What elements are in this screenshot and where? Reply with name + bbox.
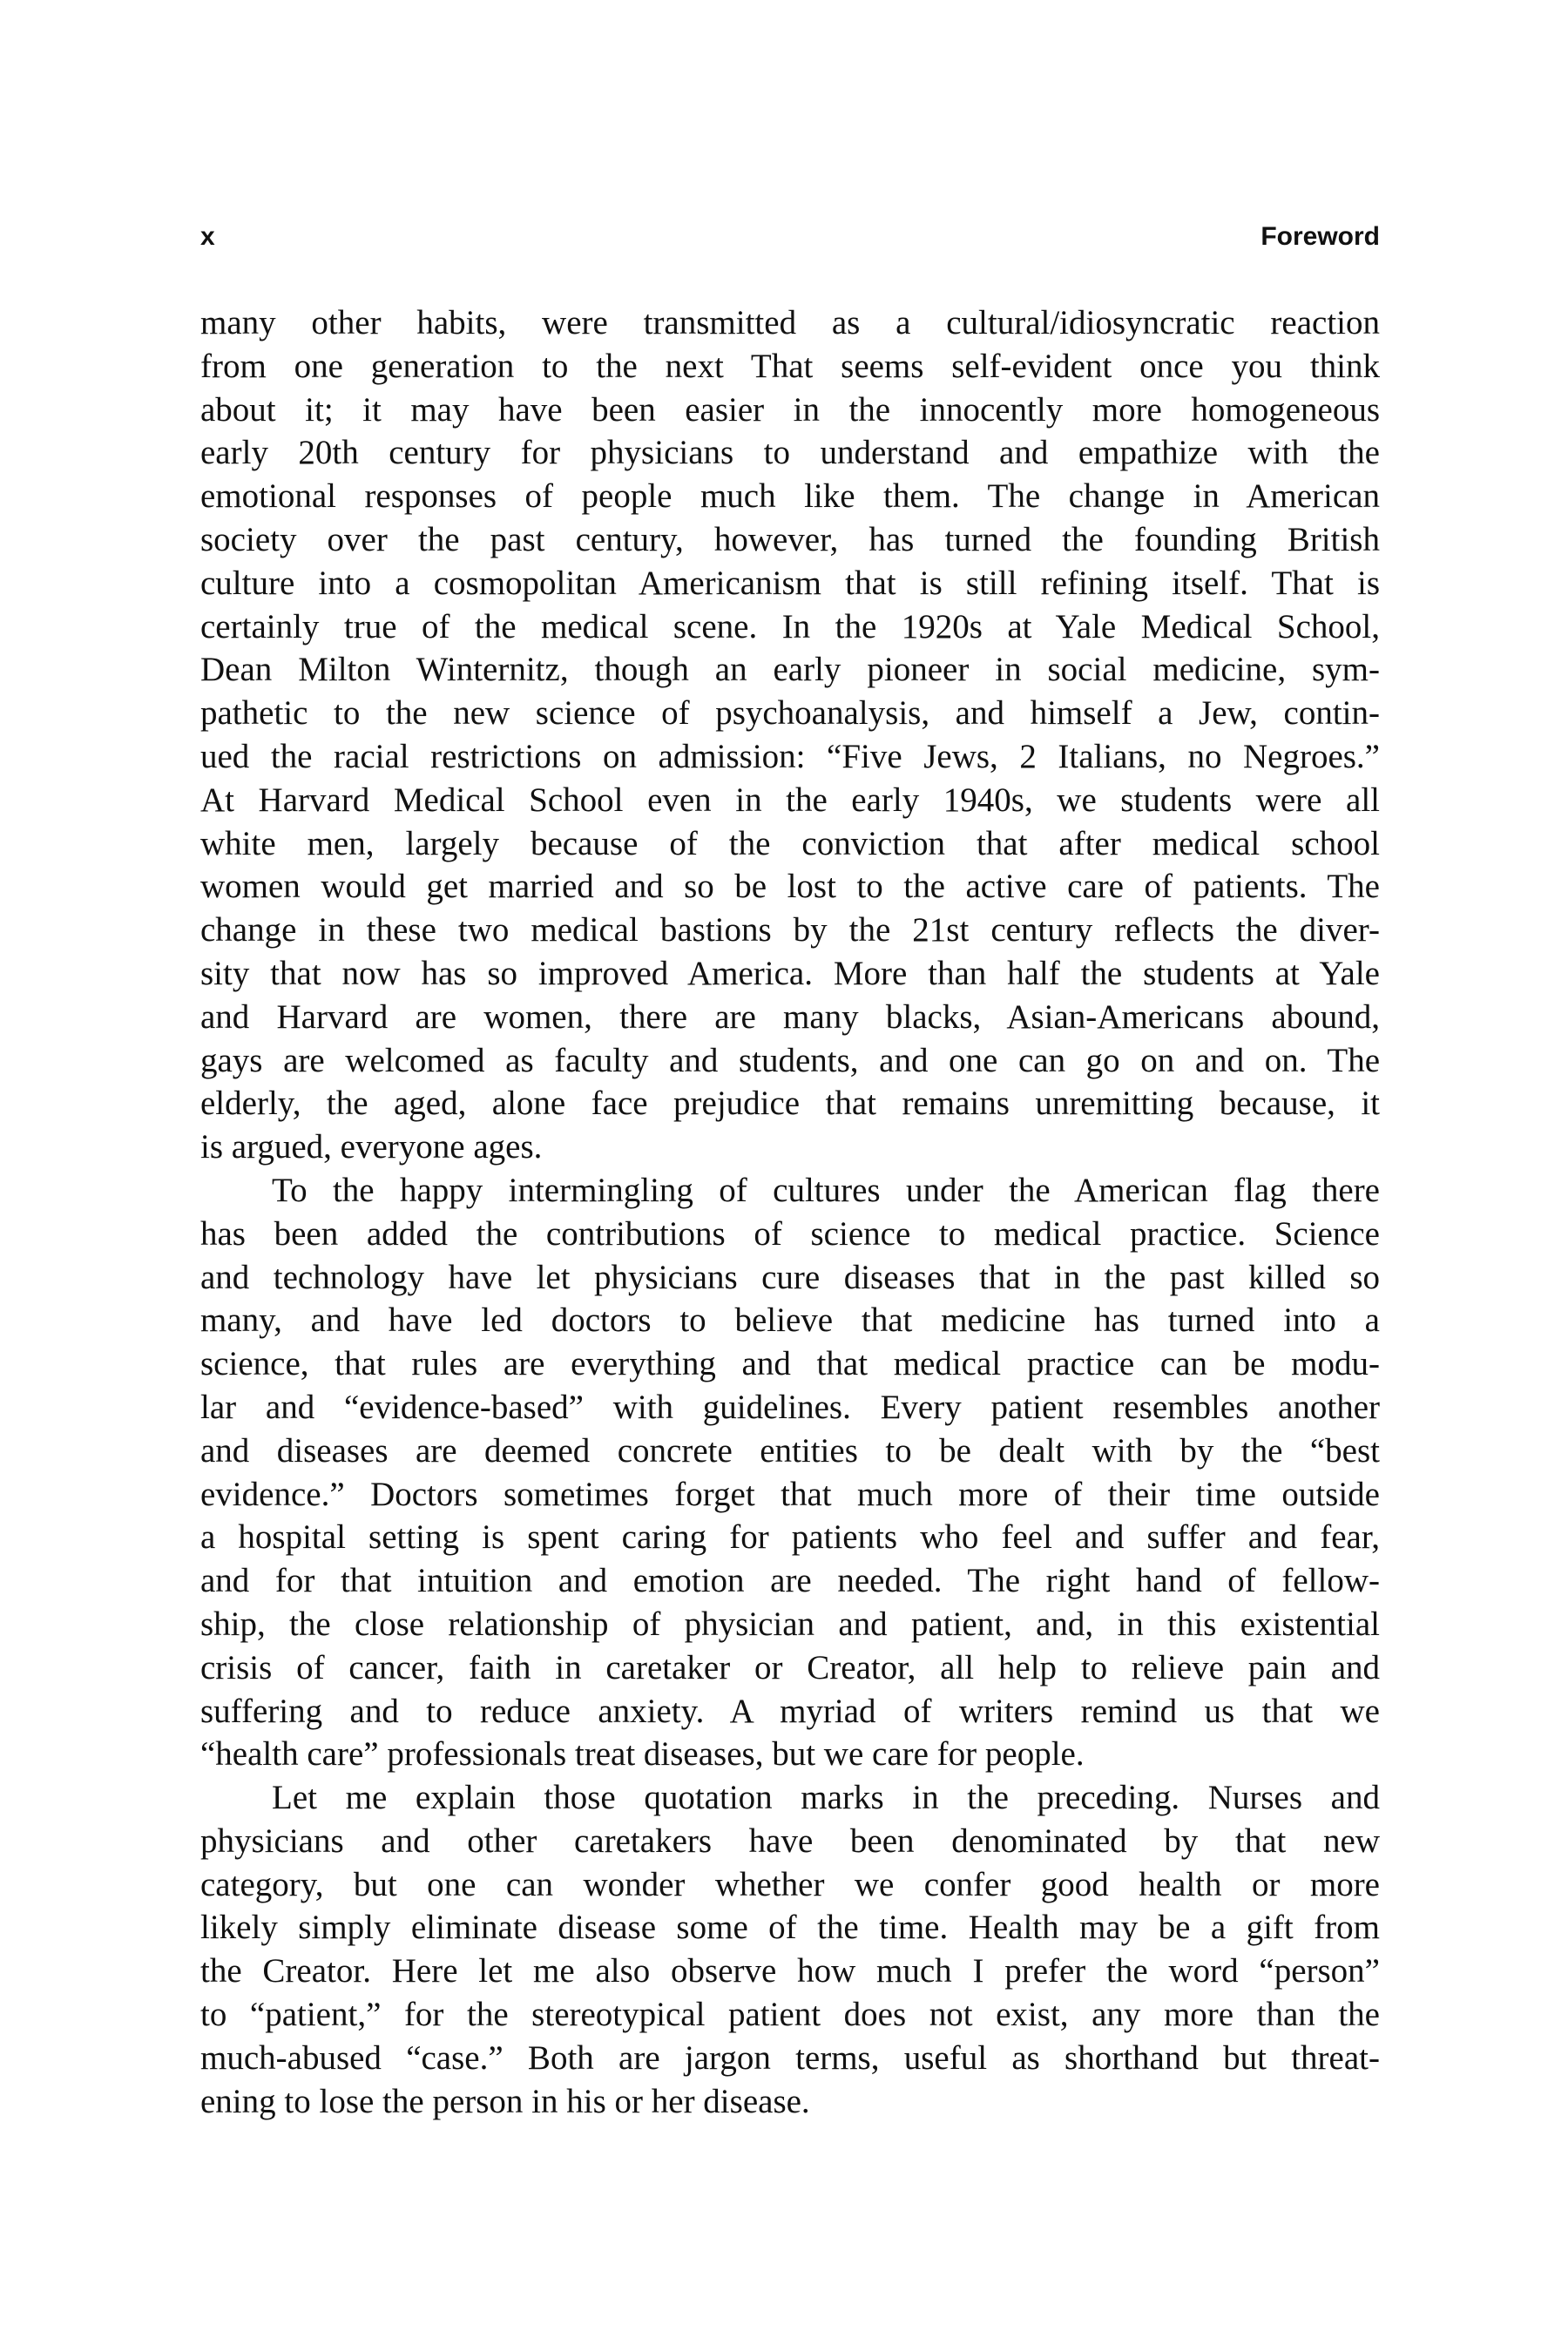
text-line: society over the past century, however, has turned the founding British — [200, 520, 1380, 558]
body-text — [200, 301, 1380, 2123]
text-line: At Harvard Medical School even in the early 1940s, we students were all — [200, 781, 1380, 819]
text-line: culture into a cosmopolitan Americanism that is still refining itself. That is — [200, 564, 1380, 602]
text-line: elderly, the aged, alone face prejudice that remains unremitting because, it — [200, 1085, 1380, 1123]
paragraph — [200, 1776, 1380, 2123]
text-line: from one generation to the next That seems self-evident once you think — [200, 347, 1380, 385]
text-line: likely simply eliminate disease some of the time. Health may be a gift from — [200, 1909, 1380, 1947]
text-line: pathetic to the new science of psychoanalysis, and himself a Jew, contin- — [200, 694, 1380, 733]
text-line: and for that intuition and emotion are needed. The right hand of fellow- — [200, 1562, 1380, 1600]
text-line: physicians and other caretakers have been denominated by that new — [200, 1821, 1380, 1860]
text-line: is argued, everyone ages. — [200, 1128, 543, 1166]
text-line: Dean Milton Winternitz, though an early pioneer in social medicine, sym- — [200, 651, 1380, 689]
text-line: Let me explain those quotation marks in the preceding. Nurses and — [272, 1779, 1380, 1817]
text-line: has been added the contributions of science to medical practice. Science — [200, 1214, 1380, 1253]
text-line: sity that now has so improved America. More than half the students at Yale — [200, 954, 1380, 992]
text-line: science, that rules are everything and that medical practice can be modu- — [200, 1345, 1380, 1383]
text-line: category, but one can wonder whether we confer good health or more — [200, 1865, 1380, 1903]
text-line: many other habits, were transmitted as a cultural/idiosyncratic reaction — [200, 304, 1380, 341]
text-line: emotional responses of people much like them. The change in American — [200, 477, 1380, 516]
text-line: crisis of cancer, faith in caretaker or Creator, all help to relieve pain and — [200, 1648, 1380, 1686]
page-number: x — [200, 222, 215, 251]
text-line: ued the racial restrictions on admission: “Five Jews, 2 Italians, no Negroes.” — [200, 737, 1380, 775]
running-head — [200, 215, 1380, 259]
text-line: gays are welcomed as faculty and students, and one can go on and on. The — [200, 1041, 1380, 1079]
text-line: about it; it may have been easier in the innocently more homogeneous — [200, 390, 1380, 429]
text-line: many, and have led doctors to believe that medicine has turned into a — [200, 1301, 1380, 1340]
text-line: certainly true of the medical scene. In the 1920s at Yale Medical School, — [200, 607, 1380, 645]
paragraph — [200, 1169, 1380, 1776]
text-line: change in these two medical bastions by the 21st century reflects the diver- — [200, 911, 1380, 950]
text-line: evidence.” Doctors sometimes forget that much more of their time outside — [200, 1475, 1380, 1513]
text-line: To the happy intermingling of cultures under the American flag there — [272, 1171, 1380, 1209]
text-line: lar and “evidence-based” with guidelines. Every patient resembles another — [200, 1388, 1380, 1426]
text-line: early 20th century for physicians to understand and empathize with the — [200, 434, 1380, 472]
text-line: and technology have let physicians cure diseases that in the past killed so — [200, 1258, 1380, 1296]
text-line: a hospital setting is spent caring for patients who feel and suffer and fear, — [200, 1518, 1380, 1557]
text-line: ship, the close relationship of physician and patient, and, in this existential — [200, 1605, 1380, 1643]
paragraph — [200, 301, 1380, 1169]
text-line: to “patient,” for the stereotypical patient does not exist, any more than the — [200, 1996, 1380, 2034]
text-line: the Creator. Here let me also observe how much I prefer the word “person” — [200, 1952, 1380, 1990]
text-line: “health care” professionals treat diseases, but we care for people. — [200, 1735, 1085, 1774]
text-line: and diseases are deemed concrete entities to be dealt with by the “best — [200, 1431, 1380, 1470]
text-line: women would get married and so be lost to the active care of patients. The — [200, 868, 1380, 906]
text-line: white men, largely because of the conviction that after medical school — [200, 824, 1380, 862]
text-line: and Harvard are women, there are many blacks, Asian-Americans abound, — [200, 997, 1380, 1036]
section-title: Foreword — [1260, 222, 1380, 251]
text-line: much-abused “case.” Both are jargon terms, useful as shorthand but threat- — [200, 2038, 1380, 2077]
text-line: suffering and to reduce anxiety. A myriad of writers remind us that we — [200, 1692, 1380, 1730]
text-line: ening to lose the person in his or her disease. — [200, 2082, 810, 2120]
